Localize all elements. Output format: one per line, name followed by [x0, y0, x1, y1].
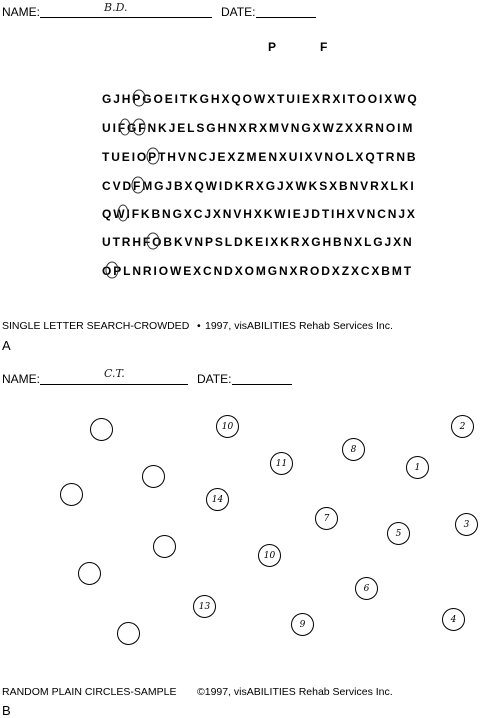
column-header-f: F — [320, 40, 328, 54]
part-label-a: A — [2, 338, 11, 353]
numbered-circle: 14 — [206, 488, 229, 511]
footer-copyright-b: ©1997, visABILITIES Rehab Services Inc. — [197, 686, 393, 698]
numbered-circle: 11 — [270, 452, 293, 475]
date-label-b: DATE: — [197, 372, 232, 386]
letter-row-4: CVDFMGJBXQWIDKRXGJXWKSXBNVRXLKI — [102, 179, 416, 193]
letter-row-7: OPLNRIOWEXCNDXOMGNXRODXZXCXBMT — [102, 264, 414, 278]
mark-circle — [133, 90, 145, 106]
column-header-p: P — [268, 40, 277, 54]
mark-circle — [147, 148, 159, 164]
letter-row-6: UTRHFOBKVNPSLDKEIXKRXGHBNXLGJXN — [102, 235, 414, 249]
numbered-circle: 9 — [291, 613, 314, 636]
date-label-a: DATE: — [221, 5, 256, 19]
numbered-circle: 13 — [193, 595, 216, 618]
name-label-b: NAME: — [2, 372, 41, 386]
part-label-b: B — [2, 703, 11, 718]
letter-row-2: UIFGFNKJELSGHNXRXMVNGXWZXXRNOIM — [102, 121, 415, 135]
numbered-circle: 4 — [442, 608, 465, 631]
mark-circle — [133, 119, 145, 135]
numbered-circle: 6 — [355, 577, 378, 600]
numbered-circle: 10 — [258, 544, 281, 567]
mark-circle — [118, 205, 128, 221]
mark-circle — [120, 119, 130, 135]
plain-circle — [142, 465, 165, 488]
footer-title-b: RANDOM PLAIN CIRCLES-SAMPLE — [2, 686, 177, 698]
numbered-circle: 1 — [406, 456, 429, 479]
numbered-circle: 5 — [387, 522, 410, 545]
plain-circle — [60, 483, 83, 506]
bullet-icon: • — [197, 320, 201, 332]
plain-circle — [78, 562, 101, 585]
letter-row-3: TUEIOPTHVNCJEXZMENXUIXVNOLXQTRNB — [102, 150, 418, 164]
footer-copyright-a: 1997, visABILITIES Rehab Services Inc. — [205, 320, 393, 332]
numbered-circle: 2 — [451, 415, 474, 438]
letter-row-1: GJHPGOEITKGHXQOWXTUIEXRXITOOIXWQ — [102, 92, 419, 106]
numbered-circle: 3 — [455, 513, 478, 536]
mark-circle — [106, 262, 118, 278]
plain-circle — [153, 535, 176, 558]
mark-circle — [132, 177, 144, 193]
name-line-b — [40, 384, 188, 385]
numbered-circle: 8 — [342, 438, 365, 461]
handwritten-marks — [0, 0, 481, 300]
numbered-circle: 7 — [315, 507, 338, 530]
plain-circle — [117, 622, 140, 645]
numbered-circle: 10 — [216, 415, 239, 438]
mark-circle — [147, 233, 159, 249]
letter-row-5: QWIFKBNGXCJXNVHXKWIEJDTIHXVNCNJX — [102, 207, 417, 221]
name-label-a: NAME: — [2, 5, 41, 19]
name-value-b: C.T. — [104, 367, 125, 380]
plain-circle — [90, 418, 113, 441]
footer-title-a: SINGLE LETTER SEARCH-CROWDED — [2, 320, 190, 332]
name-value-a: B.D. — [104, 1, 128, 14]
date-line-b — [232, 384, 292, 385]
